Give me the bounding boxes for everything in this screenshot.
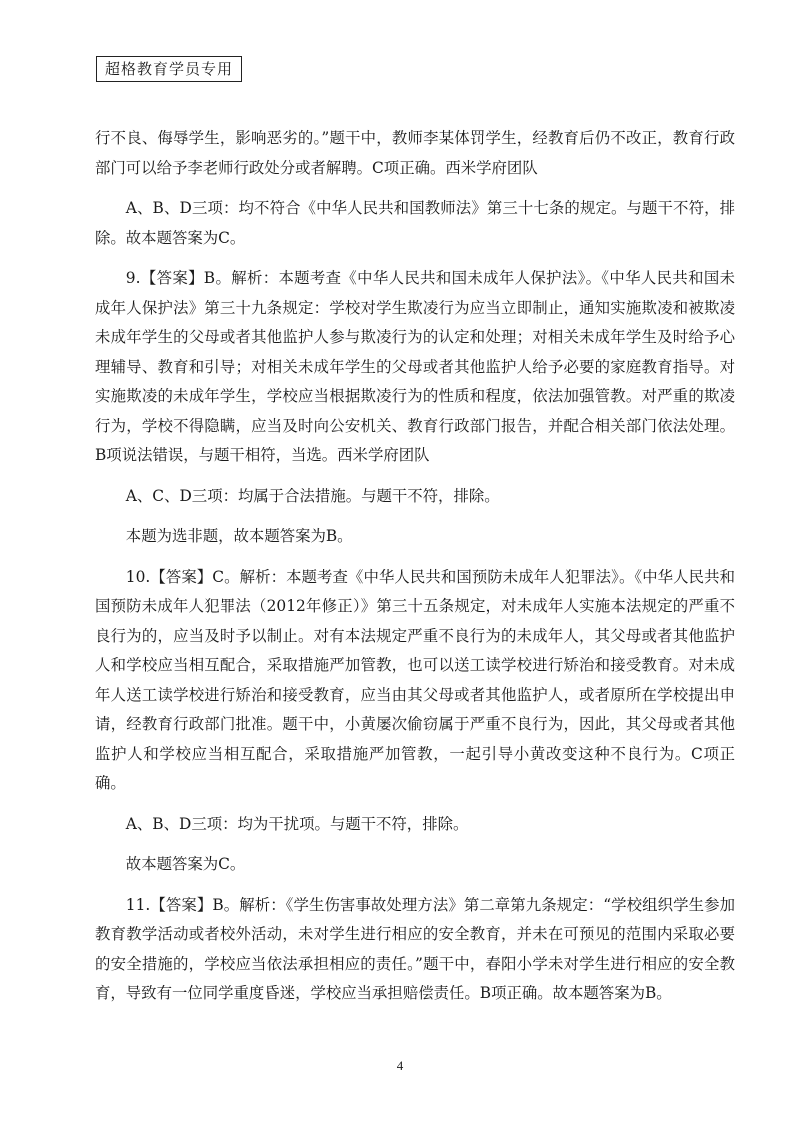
paragraph-q9-answer: 9.【答案】B。解析：本题考查《中华人民共和国未成年人保护法》。《中华人民共和国未成年人保护法》第三十九条规定：学校对学生欺凌行为应当立即制止，通知实施欺凌和被欺凌未成年学生的父母或者其他监护人参与欺凌行为的认定和处理；对相关未成年学生及时给予心理辅导、教育和引导；对相关未成年学生的父母或者其他监护人给予必要的家庭教育指导。对实施欺凌的未成年学生，学校应当根据欺凌行为的性质和程度，依法加强管教。对严重的欺凌行为，学校不得隐瞒，应当及时向公安机关、教育行政部门报告，并配合相关部门依法处理。B项说法错误，与题干相符，当选。西米学府团队 — [95, 269, 735, 464]
header-stamp: 超格教育学员专用 — [96, 56, 242, 82]
paragraph-q10-conclusion: 故本题答案为C。 — [125, 855, 246, 873]
paragraph-continuation: 行不良、侮辱学生，影响恶劣的。”题干中，教师李某体罚学生，经教育后仍不改正，教育行政部门可以给予李老师行政处分或者解聘。C项正确。西米学府团队 — [95, 129, 735, 177]
paragraph-q8-options: A、B、D三项：均不符合《中华人民共和国教师法》第三十七条的规定。与题干不符，排除。故本题答案为C。 — [95, 199, 735, 247]
paragraph-q9-options: A、C、D三项：均属于合法措施。与题干不符，排除。 — [125, 486, 500, 505]
document-body — [95, 124, 735, 1020]
page-number: 4 — [396, 1058, 404, 1073]
paragraph-q9-conclusion: 本题为选非题，故本题答案为B。 — [125, 527, 353, 545]
paragraph-q10-answer: 10.【答案】C。解析：本题考查《中华人民共和国预防未成年人犯罪法》。《中华人民共和国预防未成年人犯罪法（2012年修正）》第三十五条规定，对未成年人实施本法规定的严重不良行为的，应当及时予以制止。对有本法规定严重不良行为的未成年人，其父母或者其他监护人和学校应当相互配合，采取措施严加管教，也可以送工读学校进行矫治和接受教育。对未成年人送工读学校进行矫治和接受教育，应当由其父母或者其他监护人，或者原所在学校提出申请，经教育行政部门批准。题干中，小黄屡次偷窃属于严重不良行为，因此，其父母或者其他监护人和学校应当相互配合，采取措施严加管教，一起引导小黄改变这种不良行为。C项正确。 — [95, 567, 735, 792]
paragraph-q11-answer: 11.【答案】B。解析：《学生伤害事故处理方法》第二章第九条规定：“学校组织学生参加教育教学活动或者校外活动，未对学生进行相应的安全教育，并未在可预见的范围内采取必要的安全措施的，学校应当依法承担相应的责任。”题干中，春阳小学未对学生进行相应的安全教育，导致有一位同学重度昏迷，学校应当承担赔偿责任。B项正确。故本题答案为B。 — [95, 895, 735, 1002]
paragraph-q10-options: A、B、D三项：均为干扰项。与题干不符，排除。 — [125, 814, 469, 833]
